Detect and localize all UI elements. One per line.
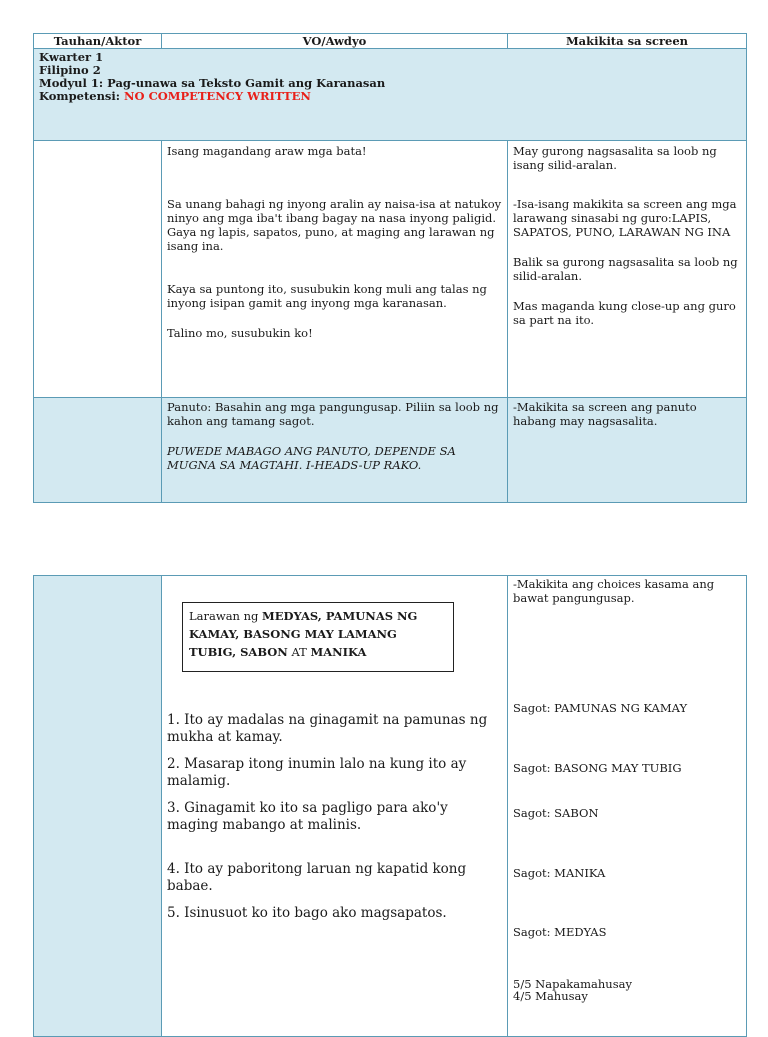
question-2: 2. Masarap itong inumin lalo na kung ito ay malamig. (167, 756, 467, 789)
header-tauhan: Tauhan/Aktor (34, 34, 162, 49)
question-list (162, 712, 507, 922)
question-3: 3. Ginagamit ko ito sa pagligo para ako'y maging mabango at malinis. (167, 800, 448, 833)
score-1: 5/5 Napakamahusay (513, 977, 632, 991)
choices-conjunction: AT (287, 645, 311, 659)
script-table-2 (33, 575, 747, 1037)
screen-note-3: Balik sa gurong nagsasalita sa loob ng silid-aralan. (513, 255, 738, 283)
answer-4: Sagot: MANIKA (513, 866, 606, 880)
vo-paragraph-4: Talino mo, susubukin ko! (167, 326, 313, 340)
screen-note-1: May gurong nagsasalita sa loob ng isang silid-aralan. (513, 144, 717, 172)
header-vo: VO/Awdyo (162, 34, 508, 49)
question-5: 5. Isinusuot ko ito bago ako magsapatos. (167, 905, 447, 921)
actor-cell (34, 141, 162, 398)
panuto-note: PUWEDE MABAGO ANG PANUTO, DEPENDE SA MUGNA SA MAGTAHI. I-HEADS-UP RAKO. (167, 444, 456, 472)
answers-cell (508, 576, 747, 1037)
module-info-cell (34, 49, 747, 141)
answer-1: Sagot: PAMUNAS NG KAMAY (513, 701, 688, 715)
choices-items: MEDYAS, PAMUNAS NG KAMAY, BASONG MAY LAMANG TUBIG, SABON (189, 609, 418, 659)
score-2: 4/5 Mahusay (513, 989, 588, 1003)
actor-cell-3 (34, 576, 162, 1037)
vo-paragraph-3: Kaya sa puntong ito, susubukin kong muli ang talas ng inyong isipan gamit ang inyong mga karanasan. (167, 282, 487, 310)
module-title: Modyul 1: Pag-unawa sa Teksto Gamit ang Karanasan (39, 76, 386, 90)
panuto-text: Panuto: Basahin ang mga pangungusap. Piliin sa loob ng kahon ang tamang sagot. (167, 400, 499, 428)
panuto-screen-cell (508, 398, 747, 503)
choices-box (182, 602, 454, 672)
answer-5: Sagot: MEDYAS (513, 925, 607, 939)
questions-cell (162, 576, 508, 1037)
screen-note-2: -Isa-isang makikita sa screen ang mga larawang sinasabi ng guro:LAPIS, SAPATOS, PUNO, LARAWAN NG INA (513, 197, 737, 239)
panuto-cell (162, 398, 508, 503)
script-table-1 (33, 33, 747, 503)
competency-value: NO COMPETENCY WRITTEN (124, 89, 311, 103)
question-4: 4. Ito ay paboritong laruan ng kapatid kong babae. (167, 861, 467, 894)
actor-cell-2 (34, 398, 162, 503)
subject-label: Filipino 2 (39, 63, 101, 77)
kwarter-label: Kwarter 1 (39, 50, 104, 64)
choices-last-item: MANIKA (310, 645, 367, 659)
competency-label: Kompetensi: (39, 89, 125, 103)
choices-prefix: Larawan ng (189, 609, 263, 623)
vo-greeting: Isang magandang araw mga bata! (167, 144, 367, 158)
vo-paragraph-2: Sa unang bahagi ng inyong aralin ay naisa-isa at natukoy ninyo ang mga iba't ibang bagay na nasa inyong paligid. Gaya ng lapis, sapatos, puno, at maging ang larawan ng isang ina. (167, 197, 502, 253)
screen-cell (508, 141, 747, 398)
header-screen: Makikita sa screen (508, 34, 747, 49)
vo-cell (162, 141, 508, 398)
panuto-screen-note: -Makikita sa screen ang panuto habang may nagsasalita. (513, 400, 697, 428)
choices-screen-note: -Makikita ang choices kasama ang bawat pangungusap. (513, 577, 715, 605)
answer-3: Sagot: SABON (513, 806, 599, 820)
answer-2: Sagot: BASONG MAY TUBIG (513, 761, 682, 775)
screen-note-4: Mas maganda kung close-up ang guro sa part na ito. (513, 299, 736, 327)
competency-line (39, 90, 741, 103)
question-1: 1. Ito ay madalas na ginagamit na pamunas ng mukha at kamay. (167, 712, 488, 745)
